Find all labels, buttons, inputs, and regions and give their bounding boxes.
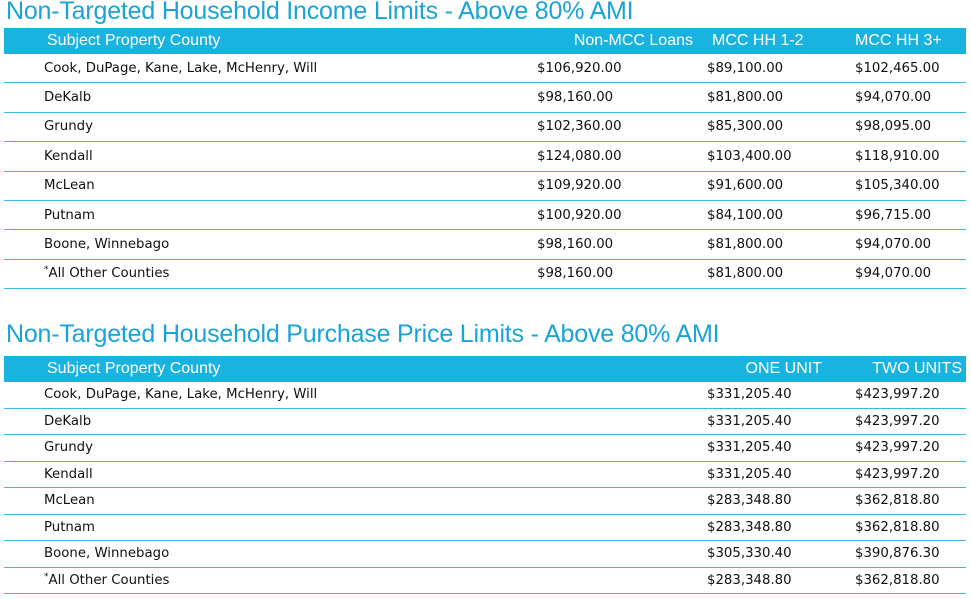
one-unit-cell	[707, 382, 855, 408]
mcc-hh-3plus-cell	[855, 171, 966, 200]
two-units-cell	[855, 382, 966, 408]
table-row	[4, 54, 966, 83]
cell-text: $305,330.40	[707, 546, 792, 562]
table-row	[4, 514, 966, 541]
income-header-row	[4, 28, 966, 54]
county-cell	[4, 259, 537, 288]
mcc-hh-3plus-cell	[855, 200, 966, 229]
footnote-marker: *	[44, 571, 49, 582]
county-cell	[4, 488, 707, 515]
cell-text: $362,818.80	[855, 493, 940, 509]
two-units-cell	[855, 461, 966, 488]
table-row	[4, 408, 966, 435]
non-mcc-loans-cell	[537, 112, 707, 141]
one-unit-cell	[707, 514, 855, 541]
cell-text: $94,070.00	[855, 266, 932, 282]
table-row	[4, 488, 966, 515]
cell-text: $331,205.40	[707, 466, 792, 482]
county-cell	[4, 514, 707, 541]
table-row	[4, 382, 966, 408]
cell-text: $98,160.00	[537, 90, 614, 106]
county-cell	[4, 461, 707, 488]
cell-text: All Other Counties	[48, 572, 170, 588]
one-unit-cell	[707, 567, 855, 594]
purchase-header-row	[4, 356, 966, 382]
cell-text: Cook, DuPage, Kane, Lake, McHenry, Will	[44, 387, 318, 403]
cell-text: Kendall	[44, 466, 93, 482]
cell-text: $85,300.00	[707, 119, 784, 135]
header-mcc-hh-3plus: MCC HH 3+	[855, 28, 966, 54]
cell-text: $118,910.00	[855, 148, 940, 164]
table-row	[4, 83, 966, 112]
cell-text: $283,348.80	[707, 572, 792, 588]
cell-text: $283,348.80	[707, 493, 792, 509]
header-two-units: TWO UNITS	[855, 356, 966, 382]
mcc-hh-3plus-cell	[855, 83, 966, 112]
table-row	[4, 461, 966, 488]
cell-text: Grundy	[44, 440, 93, 456]
one-unit-cell	[707, 461, 855, 488]
mcc-hh-1-2-cell	[707, 83, 855, 112]
table-row	[4, 230, 966, 259]
header-county: Subject Property County	[4, 28, 537, 54]
non-mcc-loans-cell	[537, 230, 707, 259]
cell-text: $331,205.40	[707, 440, 792, 456]
table-row	[4, 541, 966, 568]
header-one-unit: ONE UNIT	[707, 356, 855, 382]
mcc-hh-1-2-cell	[707, 171, 855, 200]
cell-text: $283,348.80	[707, 519, 792, 535]
non-mcc-loans-cell	[537, 259, 707, 288]
cell-text: Cook, DuPage, Kane, Lake, McHenry, Will	[44, 60, 318, 76]
mcc-hh-1-2-cell	[707, 112, 855, 141]
cell-text: DeKalb	[44, 413, 92, 429]
two-units-cell	[855, 488, 966, 515]
cell-text: $106,920.00	[537, 60, 622, 76]
one-unit-cell	[707, 408, 855, 435]
cell-text: $109,920.00	[537, 178, 622, 194]
footnote-marker: *	[44, 265, 49, 276]
table-row	[4, 112, 966, 141]
purchase-section-title: Non-Targeted Household Purchase Price Limits - Above 80% AMI	[6, 320, 720, 348]
one-unit-cell	[707, 435, 855, 462]
cell-text: $94,070.00	[855, 237, 932, 253]
two-units-cell	[855, 514, 966, 541]
two-units-cell	[855, 567, 966, 594]
table-row	[4, 200, 966, 229]
table-row	[4, 259, 966, 288]
cell-text: $331,205.40	[707, 387, 792, 403]
county-cell	[4, 171, 537, 200]
cell-text: $103,400.00	[707, 148, 792, 164]
mcc-hh-1-2-cell	[707, 230, 855, 259]
two-units-cell	[855, 435, 966, 462]
cell-text: $100,920.00	[537, 207, 622, 223]
cell-text: Boone, Winnebago	[44, 546, 170, 562]
header-mcc-hh-1-2: MCC HH 1-2	[707, 28, 855, 54]
non-mcc-loans-cell	[537, 171, 707, 200]
cell-text: Boone, Winnebago	[44, 237, 170, 253]
cell-text: $98,160.00	[537, 266, 614, 282]
mcc-hh-3plus-cell	[855, 142, 966, 171]
county-cell	[4, 541, 707, 568]
cell-text: Putnam	[44, 519, 95, 535]
one-unit-cell	[707, 488, 855, 515]
table-row	[4, 142, 966, 171]
county-cell	[4, 200, 537, 229]
county-cell	[4, 83, 537, 112]
purchase-limits-table	[4, 356, 966, 594]
cell-text: Kendall	[44, 148, 93, 164]
cell-text: $423,997.20	[855, 440, 940, 456]
cell-text: All Other Counties	[48, 266, 170, 282]
cell-text: DeKalb	[44, 90, 92, 106]
cell-text: $331,205.40	[707, 413, 792, 429]
mcc-hh-3plus-cell	[855, 259, 966, 288]
cell-text: $96,715.00	[855, 207, 932, 223]
cell-text: $390,876.30	[855, 546, 940, 562]
mcc-hh-3plus-cell	[855, 54, 966, 83]
county-cell	[4, 567, 707, 594]
table-row	[4, 435, 966, 462]
cell-text: $102,360.00	[537, 119, 622, 135]
income-section-title: Non-Targeted Household Income Limits - Above 80% AMI	[6, 0, 634, 25]
cell-text: $423,997.20	[855, 413, 940, 429]
county-cell	[4, 230, 537, 259]
cell-text: $81,800.00	[707, 90, 784, 106]
county-cell	[4, 142, 537, 171]
county-cell	[4, 382, 707, 408]
mcc-hh-3plus-cell	[855, 112, 966, 141]
cell-text: McLean	[44, 178, 95, 194]
table-row	[4, 567, 966, 594]
one-unit-cell	[707, 541, 855, 568]
cell-text: $105,340.00	[855, 178, 940, 194]
mcc-hh-1-2-cell	[707, 200, 855, 229]
cell-text: Grundy	[44, 119, 93, 135]
county-cell	[4, 435, 707, 462]
mcc-hh-1-2-cell	[707, 142, 855, 171]
cell-text: $81,800.00	[707, 237, 784, 253]
cell-text: Putnam	[44, 207, 95, 223]
cell-text: $81,800.00	[707, 266, 784, 282]
cell-text: $98,095.00	[855, 119, 932, 135]
county-cell	[4, 112, 537, 141]
non-mcc-loans-cell	[537, 54, 707, 83]
table-row	[4, 171, 966, 200]
non-mcc-loans-cell	[537, 142, 707, 171]
cell-text: $84,100.00	[707, 207, 784, 223]
mcc-hh-1-2-cell	[707, 259, 855, 288]
mcc-hh-1-2-cell	[707, 54, 855, 83]
cell-text: $98,160.00	[537, 237, 614, 253]
two-units-cell	[855, 408, 966, 435]
cell-text: $423,997.20	[855, 466, 940, 482]
mcc-hh-3plus-cell	[855, 230, 966, 259]
header-non-mcc-loans: Non-MCC Loans	[537, 28, 707, 54]
cell-text: $362,818.80	[855, 519, 940, 535]
cell-text: $423,997.20	[855, 387, 940, 403]
non-mcc-loans-cell	[537, 83, 707, 112]
cell-text: McLean	[44, 493, 95, 509]
cell-text: $89,100.00	[707, 60, 784, 76]
county-cell	[4, 54, 537, 83]
cell-text: $94,070.00	[855, 90, 932, 106]
non-mcc-loans-cell	[537, 200, 707, 229]
header-county: Subject Property County	[4, 356, 707, 382]
county-cell	[4, 408, 707, 435]
income-limits-table	[4, 28, 966, 289]
cell-text: $91,600.00	[707, 178, 784, 194]
cell-text: $362,818.80	[855, 572, 940, 588]
two-units-cell	[855, 541, 966, 568]
cell-text: $102,465.00	[855, 60, 940, 76]
cell-text: $124,080.00	[537, 148, 622, 164]
